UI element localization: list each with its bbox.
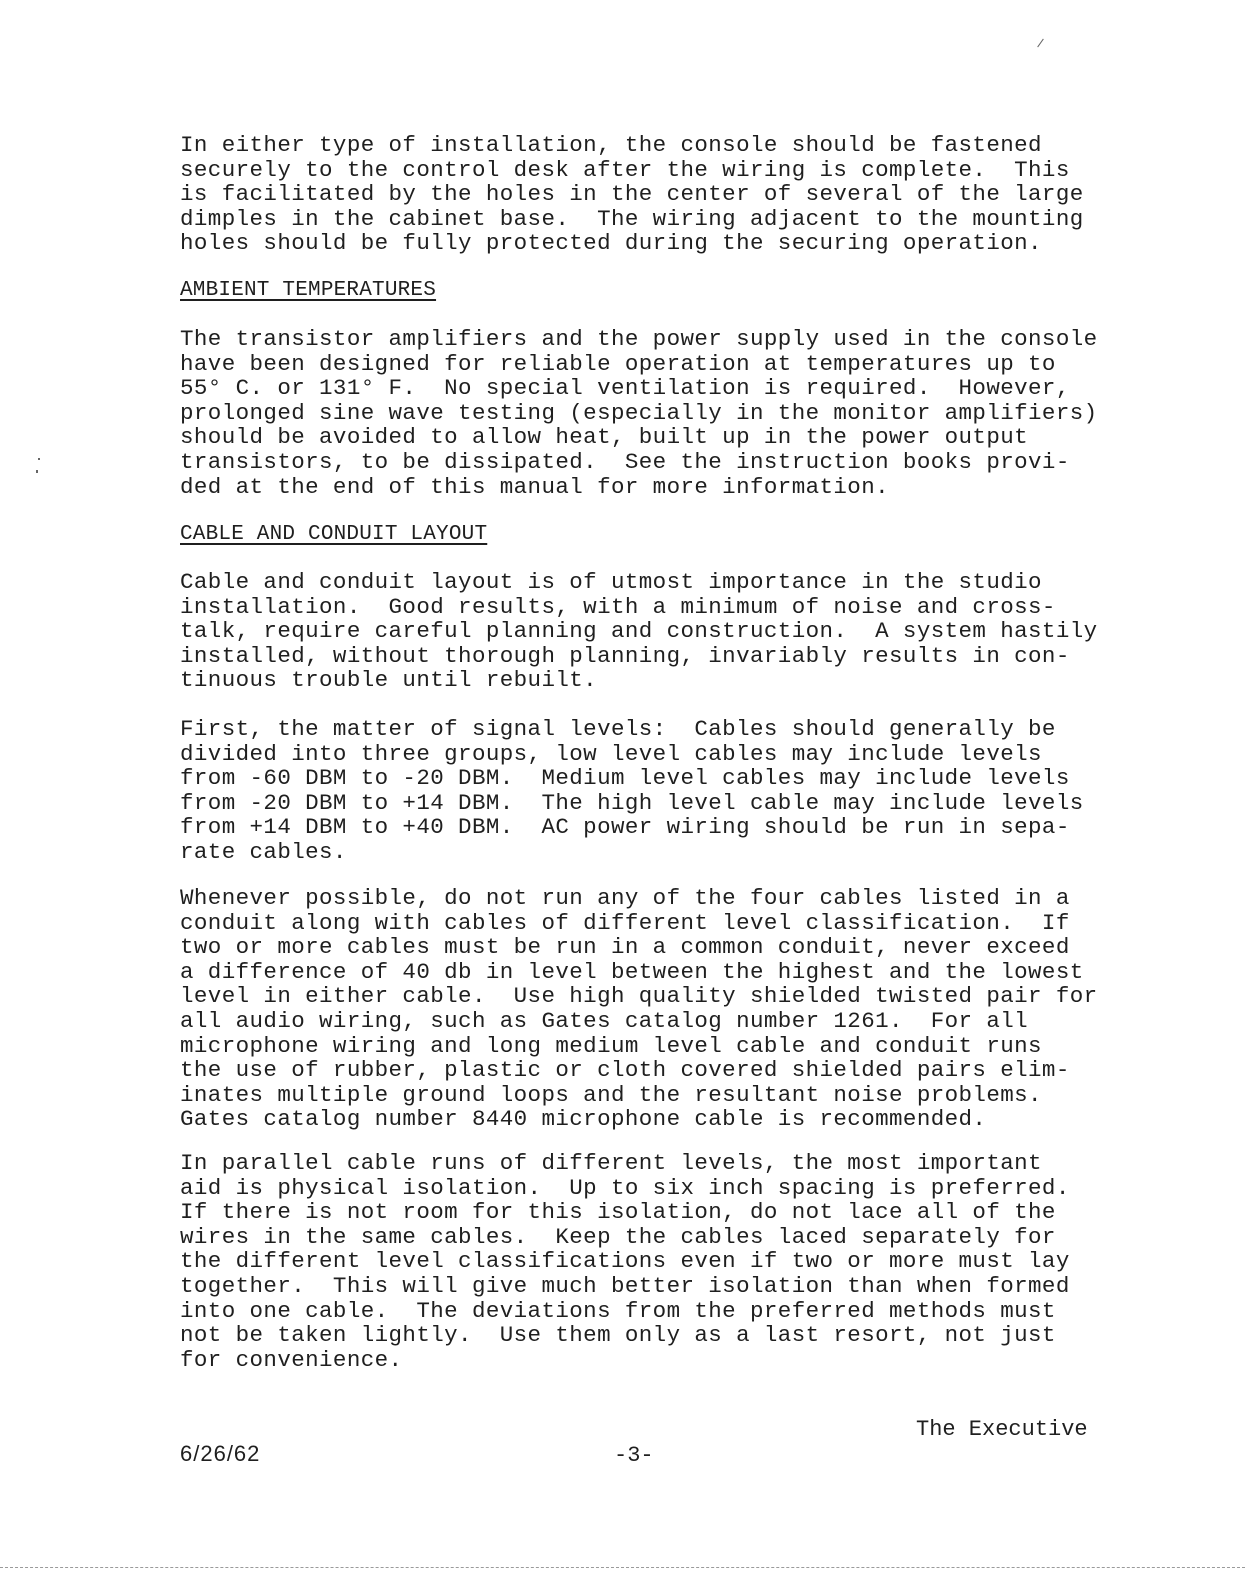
text-line: two or more cables must be run in a common conduit, never exceed	[180, 934, 1070, 961]
text-line: dimples in the cabinet base. The wiring adjacent to the mounting	[180, 205, 1084, 232]
footer-date: 6/26/62	[180, 1441, 261, 1466]
text-line: transistors, to be dissipated. See the instruction books provi-	[180, 448, 1070, 475]
text-line: inates multiple ground loops and the resultant noise problems.	[180, 1081, 1042, 1108]
text-line: In parallel cable runs of different levels, the most important	[180, 1150, 1042, 1176]
text-line: all audio wiring, such as Gates catalog number 1261. For all	[180, 1007, 1029, 1034]
text-line: holes should be fully protected during the securing operation.	[180, 230, 1042, 257]
text-line: from -60 DBM to -20 DBM. Medium level cables may include levels	[180, 765, 1070, 792]
text-line: talk, require careful planning and construction. A system hastily	[180, 618, 1098, 645]
paragraph-cable-layout	[180, 570, 1180, 693]
paragraph-ambient-temperatures	[180, 327, 1180, 499]
text-line: the different level classifications even if two or more must lay	[180, 1248, 1070, 1275]
text-line: for convenience.	[180, 1346, 403, 1373]
heading-cable-conduit-layout: CABLE AND CONDUIT LAYOUT	[180, 523, 488, 546]
text-line: is facilitated by the holes in the center of several of the large	[180, 181, 1084, 208]
scan-speck	[1037, 39, 1044, 48]
text-line: Whenever possible, do not run any of the four cables listed in a	[180, 885, 1070, 911]
text-line: wires in the same cables. Keep the cables laced separately for	[180, 1223, 1056, 1250]
text-line: should be avoided to allow heat, built up in the power output	[180, 424, 1029, 451]
text-line: installed, without thorough planning, invariably results in con-	[180, 642, 1070, 669]
text-line: a difference of 40 db in level between the highest and the lowest	[180, 958, 1084, 985]
text-line: In either type of installation, the console should be fastened	[180, 132, 1042, 158]
text-line: securely to the control desk after the wiring is complete. This	[180, 156, 1070, 183]
paragraph-parallel-runs	[180, 1151, 1180, 1372]
footer-publication-title: The Executive	[916, 1417, 1088, 1442]
text-line: aid is physical isolation. Up to six inch spacing is preferred.	[180, 1174, 1070, 1201]
text-line: from +14 DBM to +40 DBM. AC power wiring should be run in sepa-	[180, 814, 1070, 841]
footer-page-number: -3-	[614, 1443, 654, 1468]
text-line: from -20 DBM to +14 DBM. The high level cable may include levels	[180, 789, 1084, 816]
scan-speck	[36, 470, 38, 473]
text-line: If there is not room for this isolation, do not lace all of the	[180, 1199, 1056, 1226]
text-line: ded at the end of this manual for more information.	[180, 473, 890, 500]
text-line: microphone wiring and long medium level cable and conduit runs	[180, 1032, 1042, 1059]
text-line: The transistor amplifiers and the power supply used in the console	[180, 326, 1098, 352]
scan-speck	[38, 458, 40, 460]
paragraph-signal-levels	[180, 717, 1180, 865]
text-line: 55° C. or 131° F. No special ventilation is required. However,	[180, 375, 1070, 402]
text-line: prolonged sine wave testing (especially in the monitor amplifiers)	[180, 399, 1098, 426]
paragraph-installation	[180, 133, 1180, 256]
text-line: divided into three groups, low level cables may include levels	[180, 740, 1042, 767]
text-line: conduit along with cables of different level classification. If	[180, 909, 1070, 936]
heading-ambient-temperatures: AMBIENT TEMPERATURES	[180, 279, 437, 302]
text-line: Cable and conduit layout is of utmost importance in the studio	[180, 569, 1042, 595]
text-line: tinuous trouble until rebuilt.	[180, 667, 598, 694]
text-line: rate cables.	[180, 838, 347, 865]
text-line: installation. Good results, with a minimum of noise and cross-	[180, 593, 1056, 620]
scan-edge-line	[0, 1567, 1245, 1569]
text-line: level in either cable. Use high quality shielded twisted pair for	[180, 983, 1098, 1010]
text-line: have been designed for reliable operation at temperatures up to	[180, 350, 1056, 377]
text-line: the use of rubber, plastic or cloth covered shielded pairs elim-	[180, 1057, 1070, 1084]
text-line: Gates catalog number 8440 microphone cable is recommended.	[180, 1106, 987, 1133]
text-line: together. This will give much better isolation than when formed	[180, 1272, 1070, 1299]
text-line: into one cable. The deviations from the preferred methods must	[180, 1297, 1056, 1324]
text-line: not be taken lightly. Use them only as a last resort, not just	[180, 1322, 1056, 1349]
paragraph-conduit-wiring	[180, 886, 1180, 1132]
text-line: First, the matter of signal levels: Cables should generally be	[180, 716, 1056, 742]
